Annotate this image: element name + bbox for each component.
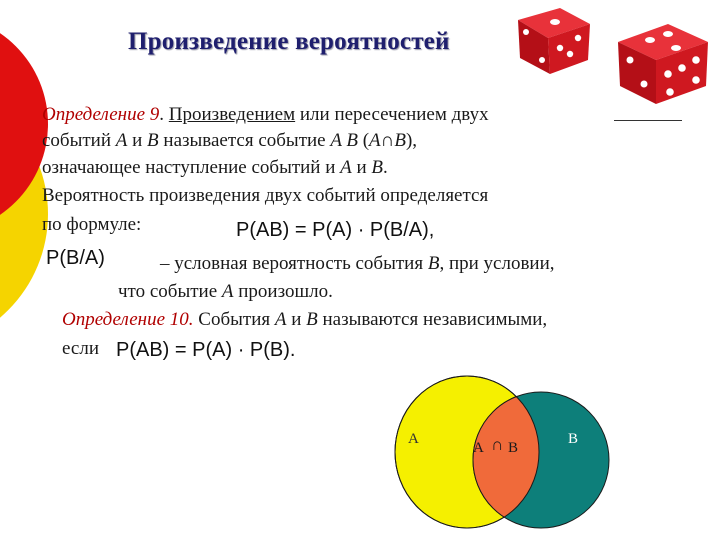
period: . — [383, 157, 388, 178]
event-a: A — [115, 130, 128, 151]
event-a: A — [221, 281, 234, 302]
event-b: B — [427, 253, 440, 274]
venn-label-ab-a: A — [473, 440, 484, 456]
and-word: и — [286, 309, 307, 330]
cond-text2-a: что событие — [118, 281, 222, 302]
venn-label-ab-b: B — [508, 440, 519, 456]
paren-close: ), — [405, 130, 418, 151]
venn-label-cap: ∩ — [491, 435, 504, 454]
cond-line2 — [118, 281, 333, 303]
def9-line1-rest: или пересечением двух — [295, 104, 489, 125]
cond-text2-b: произошло. — [233, 281, 333, 302]
def9-line3 — [42, 157, 388, 179]
def9-term: Произведением — [168, 104, 296, 125]
venn-label-b: B — [568, 431, 579, 447]
and-word: и — [127, 130, 148, 151]
event-a: A — [274, 309, 287, 330]
cond-text-a: – условная вероятность события — [160, 253, 428, 274]
dice-icon — [512, 2, 596, 78]
def10-line1 — [62, 309, 547, 331]
independence-formula: P(AB) = P(A) · P(B). — [116, 339, 296, 361]
dice-icon — [610, 16, 714, 108]
event-a: A — [340, 157, 352, 178]
event-a-cap-b: A∩B — [369, 130, 406, 151]
event-b: B — [147, 130, 159, 151]
def10-if: если — [62, 338, 99, 359]
def9-line2-mid: называется событие — [158, 130, 331, 151]
prob-line1: Вероятность произведения двух событий определяется — [42, 185, 489, 206]
and-word: и — [351, 157, 372, 178]
cond-text-b: , при условии, — [439, 253, 555, 274]
def10-text-a: События — [193, 309, 275, 330]
paren-open: ( — [357, 130, 370, 151]
def10-label: Определение 10. — [62, 309, 194, 330]
conditional-symbol: P(B/A) — [46, 247, 105, 269]
def9-line2-a: событий — [42, 130, 116, 151]
def9-line3-a: означающее наступление событий и — [42, 157, 341, 178]
def10-text-b: называются независимыми, — [317, 309, 548, 330]
event-ab: A B — [330, 130, 358, 151]
def9-line1 — [42, 104, 489, 126]
event-b: B — [306, 309, 318, 330]
cond-line1 — [160, 253, 555, 275]
product-formula: P(AB) = P(A) · P(B/A), — [236, 219, 435, 241]
def9-dot: . — [159, 104, 165, 125]
prob-line2: по формуле: — [42, 214, 142, 235]
underline-rule — [614, 120, 682, 121]
venn-label-a: A — [408, 431, 419, 447]
event-b: B — [371, 157, 384, 178]
venn-diagram — [390, 370, 620, 536]
slide-title: Произведение вероятностей — [128, 28, 450, 55]
def9-line2 — [42, 130, 417, 152]
def9-label: Определение 9 — [42, 104, 160, 125]
